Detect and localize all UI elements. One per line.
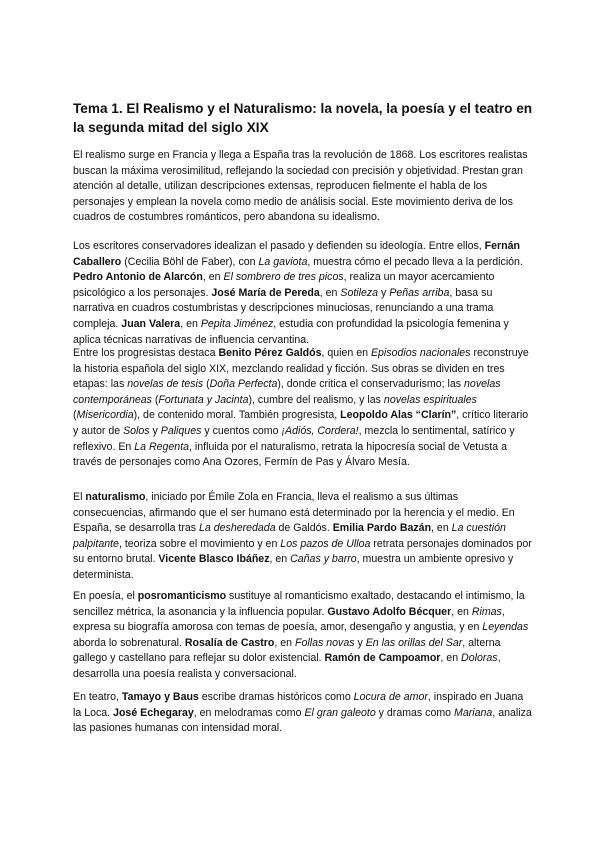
italic-work-title: novelas de tesis	[127, 378, 204, 391]
text-run: , inspirado en Juana la Loca.	[73, 691, 524, 719]
text-run: , en	[202, 271, 224, 284]
text-run: , expresa su biografía amorosa con temas de poesía, amor, desengaño y angustia, y en	[73, 605, 505, 634]
italic-work-title: Doña Perfecta	[209, 378, 278, 391]
bold-author-name: naturalismo	[85, 491, 146, 503]
text-run: El	[73, 491, 86, 503]
italic-work-title: La gaviota	[258, 255, 308, 268]
text-run: , en	[431, 522, 452, 535]
italic-work-title: Episodios nacionales	[370, 347, 471, 359]
italic-work-title: Pepita Jiménez	[200, 317, 274, 330]
text-run: , influida por el naturalismo, retrata la hipocresía social de Vetusta a través de personajes como Ana Ozores, Fermín de Pas y Álvaro Mesía.	[73, 440, 508, 469]
bold-author-name: Benito Pérez Galdós	[218, 347, 322, 359]
text-run: ), cumbre del realismo, y las	[248, 393, 384, 406]
text-run: ), de contenido moral. También progresista,	[133, 409, 341, 422]
italic-work-title: novelas espirituales	[383, 393, 477, 406]
bold-author-name: José Echegaray	[113, 706, 194, 719]
text-run: (	[151, 393, 159, 406]
italic-work-title: Misericordia	[76, 409, 134, 422]
paragraph-realismo-intro	[73, 148, 533, 226]
italic-work-title: Paliques	[160, 424, 202, 437]
text-run: , muestra cómo el pecado lleva a la perdición.	[307, 255, 523, 268]
text-run: y	[354, 636, 366, 649]
italic-work-title: Solos	[123, 424, 150, 437]
italic-work-title: Sotileza	[340, 286, 379, 299]
italic-work-title: Leyendas	[482, 621, 529, 634]
paragraph-naturalismo	[73, 490, 533, 584]
text-run: En poesía, el	[73, 590, 138, 602]
text-run: En teatro,	[73, 691, 122, 703]
text-run: (	[73, 409, 77, 422]
paragraph-conservadores	[73, 239, 533, 348]
bold-author-name: posromanticismo	[137, 590, 227, 602]
bold-author-name: Tamayo y Baus	[121, 691, 199, 703]
text-run: aborda lo sobrenatural.	[73, 636, 185, 649]
text-run: , en	[440, 652, 462, 665]
text-run: , en	[274, 636, 296, 649]
italic-work-title: ¡Adiós, Cordera!	[281, 424, 359, 437]
italic-work-title: En las orillas del Sar	[365, 636, 463, 649]
italic-work-title: La cuestión palpitante	[73, 522, 506, 550]
italic-work-title: La desheredada	[199, 522, 276, 535]
bold-author-name: Leopoldo Alas “Clarín”	[340, 409, 457, 422]
text-run: reconstruye la historia española del siglo XIX, mezclando realidad y ficción. Sus obras se dividen en tres etapas: las	[73, 347, 529, 391]
text-run: Entre los progresistas destaca	[73, 347, 219, 359]
text-run: escribe dramas históricos como	[198, 691, 354, 703]
text-run: , basa su narrativa en cuadros costumbristas y descripciones minuciosas, renunciando a una trama compleja.	[73, 286, 494, 330]
italic-work-title: Locura de amor	[353, 691, 428, 703]
italic-work-title: Peñas arriba	[389, 286, 450, 299]
text-run: , crítico literario y autor de	[73, 409, 529, 437]
text-run: y cuentos como	[201, 424, 282, 437]
text-run: y	[378, 286, 390, 299]
bold-author-name: Juan Valera	[121, 317, 181, 330]
bold-author-name: José María de Pereda	[211, 286, 320, 299]
bold-author-name: Pedro Antonio de Alarcón	[73, 271, 203, 284]
text-run: , alterna gallego y castellano para reflejar su dolor existencial.	[73, 636, 501, 665]
text-run: , quien en	[321, 347, 371, 359]
text-run: , analiza las pasiones humanas con intensidad moral.	[73, 706, 532, 735]
bold-author-name: Emilia Pardo Bazán	[332, 522, 432, 535]
text-run: , en	[319, 286, 341, 299]
italic-work-title: La Regenta	[134, 440, 190, 453]
document-title: Tema 1. El Realismo y el Naturalismo: la novela, la poesía y el teatro en la segunda mitad del siglo XIX	[73, 101, 533, 135]
italic-work-title: novelas contemporáneas	[73, 378, 501, 406]
text-run: , estudia con profundidad la psicología femenina y aplica técnicas narrativas de influencia cervantina.	[73, 317, 509, 346]
italic-work-title: Fortunata y Jacinta	[158, 393, 249, 406]
bold-author-name: Gustavo Adolfo Bécquer	[327, 605, 452, 618]
bold-author-name: Ramón de Campoamor	[324, 652, 441, 665]
italic-work-title: Follas novas	[295, 636, 355, 649]
text-run: , en	[180, 317, 201, 330]
text-run: (	[203, 378, 210, 391]
text-run: , en	[451, 605, 472, 618]
text-run: , realiza un mayor acercamiento psicológico a los personajes.	[73, 271, 495, 299]
italic-work-title: Doloras	[461, 652, 498, 665]
text-run: , iniciado por Émile Zola en Francia, lleva el realismo a sus últimas consecuencias, afirmando que el ser humano está determinado por la herencia y el medio. En España, se desarrolla tras	[73, 491, 515, 535]
italic-work-title: Cañas y barro	[290, 553, 357, 566]
text-run: y dramas como	[375, 706, 455, 719]
bold-author-name: Fernán Caballero	[73, 240, 520, 268]
italic-work-title: Los pazos de Ulloa	[280, 537, 371, 550]
text-run: (Cecilia Böhl de Faber), con	[121, 255, 259, 268]
italic-work-title: El gran galeoto	[304, 706, 376, 719]
text-run: , mezcla lo sentimental, satírico y reflexivo. En	[73, 424, 515, 453]
paragraph-progresistas	[73, 346, 533, 471]
text-run: de Galdós.	[275, 522, 333, 535]
bold-author-name: Rosalía de Castro	[184, 636, 275, 649]
text-run: ), donde critica el conservadurismo; las	[277, 378, 465, 391]
bold-author-name: Vicente Blasco Ibáñez	[158, 553, 270, 566]
text-run: , muestra un ambiente opresivo y determinista.	[73, 553, 514, 581]
text-run: , teoriza sobre el movimiento y en	[118, 537, 281, 550]
text-run: El realismo surge en Francia y llega a España tras la revolución de 1868. Los escritores realistas buscan la máxima verosimilitud, reflejando la sociedad con precisión y objetividad. Prestan gran atención al detalle, utilizan descripciones extensas, reproducen fielmente el habla de los personajes y emplean la novela como medio de análisis social. Este movimiento deriva de los cuadros de costumbres románticos, pero abandona su idealismo.	[73, 149, 528, 224]
paragraph-teatro	[73, 690, 533, 737]
text-run: retrata personajes dominados por su entorno brutal.	[73, 537, 532, 566]
text-run: , en melodramas como	[193, 706, 305, 719]
italic-work-title: Mariana	[454, 706, 493, 719]
text-run: , en	[269, 553, 291, 566]
text-run: sustituye al romanticismo exaltado, destacando el intimismo, la sencillez métrica, la asonancia y la influencia popular.	[73, 590, 525, 618]
text-run: , desarrolla una poesía realista y conversacional.	[73, 652, 501, 680]
paragraph-poesia	[73, 589, 533, 683]
italic-work-title: El sombrero de tres picos	[223, 271, 344, 284]
italic-work-title: Rimas	[471, 605, 502, 618]
text-run: Los escritores conservadores idealizan el pasado y defienden su ideología. Entre ellos,	[73, 240, 485, 252]
text-run: y	[149, 424, 161, 437]
